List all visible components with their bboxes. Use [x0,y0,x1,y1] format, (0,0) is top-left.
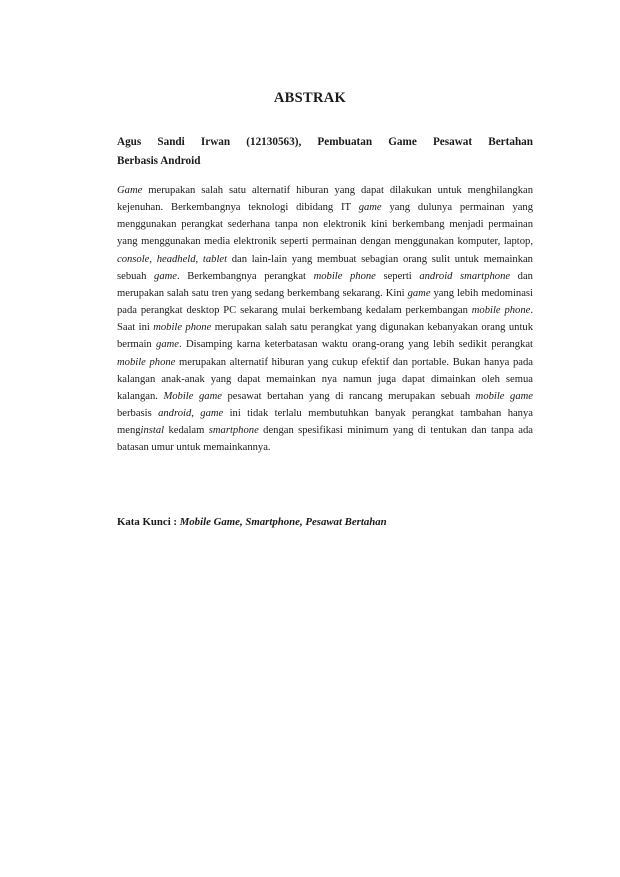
abstract-segment: android [158,408,192,420]
abstract-segment: pesawat bertahan yang di rancang merupakan sebuah [221,390,476,402]
abstract-segment: dan lain-lain yang membuat sebagian orang sulit untuk memainkan sebuah [117,253,533,282]
abstract-segment: game [358,202,382,214]
author-title-block [117,133,533,170]
abstract-paragraph [117,182,533,457]
abstract-segment: merupakan salah satu perangkat yang digunakan kebanyakan orang untuk bermain [117,322,533,351]
abstract-segment: . Disamping karna keterbatasan waktu orang-orang yang lebih sedikit perangkat [179,339,534,351]
abstract-segment: game [200,408,224,420]
keywords-label: Kata Kunci : [117,516,180,528]
abstract-segment: Mobile game [163,390,222,402]
abstract-segment: game [407,287,431,299]
abstract-segment: instal [140,425,165,437]
abstract-segment: merupakan salah satu alternatif hiburan yang dapat dilakukan untuk menghilangkan kejenuhan. Berkembangnya teknologi dibidang IT [117,185,533,214]
abstract-segment: , [191,408,201,420]
abstract-segment: . Berkembangnya perangkat [176,270,314,282]
abstract-segment: ini tidak terlalu membutuhkan banyak perangkat tambahan hanya meng [117,408,533,437]
abstract-segment: seperti [375,270,420,282]
author-title-line-1: Agus Sandi Irwan (12130563), Pembuatan Game Pesawat Bertahan [117,136,533,148]
abstract-segment: mobile game [475,390,533,402]
abstract-segment: dan merupakan salah satu tren yang sedang berkembang sekarang. Kini [117,270,533,299]
keywords-values: Mobile Game, Smartphone, Pesawat Bertahan [179,516,387,528]
abstract-segment: berbasis [117,408,159,420]
abstract-segment: dengan spesifikasi minimum yang di tentukan dan tanpa ada batasan umur untuk memainkannya. [117,425,533,454]
abstract-segment: yang dulunya permainan yang menggunakan perangkat sederhana tanpa non elektronik kini berkembang menjadi permainan yang menggunakan media elektronik seperti permainan dengan menggunakan komputer, laptop, [117,202,534,248]
abstract-segment: smartphone [208,425,259,437]
abstract-segment: mobile phone [313,270,376,282]
abstract-segment: Game [117,185,143,196]
author-title-line-2: Berbasis Android [117,154,201,167]
abstract-segment: android smartphone [419,270,511,282]
abstract-segment: yang lebih medominasi pada perangkat desktop PC sekarang mulai berkembang kedalam perkembangan [117,287,533,317]
abstract-segment: console, headheld, tablet [117,253,228,265]
abstract-segment: kedalam [164,425,209,437]
abstract-segment: mobile phone [153,322,212,334]
keywords-line [117,516,533,528]
abstract-segment: mobile phone [471,305,531,317]
abstract-segment: . Saat ini [117,305,534,334]
abstract-segment: game [156,339,179,351]
abstract-segment: game [154,270,177,282]
abstract-segment: mobile phone [117,356,176,368]
abstract-segment: merupakan alternatif hiburan yang cukup efektif dan portable. Bukan hanya pada kalangan anak-anak yang dapat memainkan nya namun juga dapat dimainkan oleh semua kalangan. [117,356,533,402]
page-title: ABSTRAK [273,90,347,106]
